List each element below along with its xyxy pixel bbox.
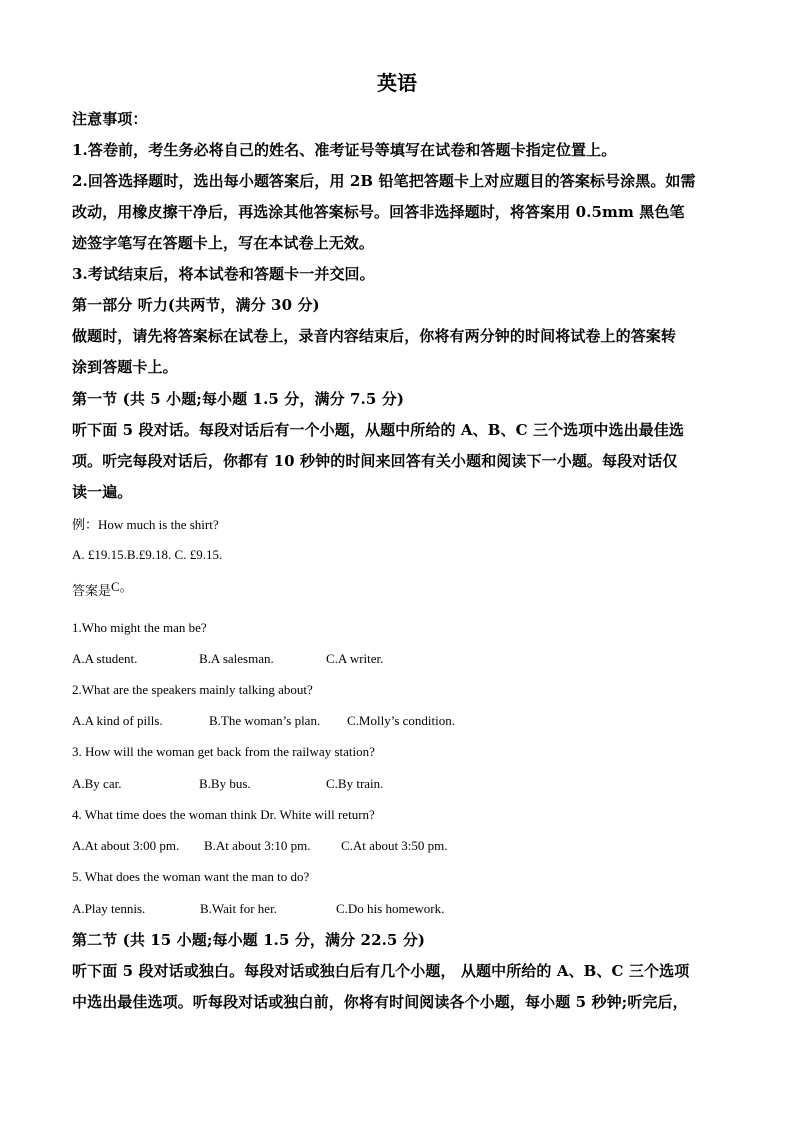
part1-heading: 第一部分 听力(共两节，满分 30 分) <box>72 296 320 314</box>
part1-intro-line-2: 涂到答题卡上。 <box>72 358 178 376</box>
page-title: 英语 <box>377 71 417 95</box>
example-options: A. £19.15.B.£9.18. C. £9.15. <box>72 547 223 562</box>
question-4: 4. What time does the woman think Dr. White will return? <box>72 807 375 822</box>
answer-value: C。 <box>111 579 133 594</box>
question-2-option-a: A.A kind of pills. <box>72 713 163 728</box>
section2-heading: 第二节 (共 15 小题;每小题 1.5 分，满分 22.5 分) <box>72 931 426 949</box>
section1-intro-line-2: 项。听完每段对话后，你都有 10 秒钟的时间来回答有关小题和阅读下一小题。每段对话仅 <box>72 452 678 470</box>
notice-item-3: 3.考试结束后，将本试卷和答题卡一并交回。 <box>72 265 375 283</box>
question-3-option-a: A.By car. <box>72 776 122 791</box>
question-1-option-c: C.A writer. <box>326 651 384 666</box>
notice-item-1: 1.答卷前，考生务必将自己的姓名、准考证号等填写在试卷和答题卡指定位置上。 <box>72 141 617 159</box>
notice-item-2-line-2: 改动，用橡皮擦干净后，再选涂其他答案标号。回答非选择题时，将答案用 0.5mm 黑色笔 <box>72 203 685 221</box>
notice-item-2-line-1: 2.回答选择题时，选出每小题答案后，用 2B 铅笔把答题卡上对应题目的答案标号涂黑。如需 <box>72 172 696 190</box>
section1-heading: 第一节 (共 5 小题;每小题 1.5 分，满分 7.5 分) <box>72 390 405 408</box>
part1-intro-line-1: 做题时，请先将答案标在试卷上，录音内容结束后，你将有两分钟的时间将试卷上的答案转 <box>72 327 677 345</box>
section1-intro-line-3: 读一遍。 <box>72 483 133 501</box>
question-1: 1.Who might the man be? <box>72 620 207 635</box>
question-5-option-b: B.Wait for her. <box>200 901 277 916</box>
question-5-option-c: C.Do his homework. <box>336 901 445 916</box>
example-question-text: How much is the shirt? <box>98 517 219 532</box>
section2-intro-line-2: 中选出最佳选项。听每段对话或独白前，你将有时间阅读各个小题，每小题 5 秒钟;听完后， <box>72 993 688 1011</box>
question-5: 5. What does the woman want the man to do? <box>72 869 310 884</box>
question-2-option-c: C.Molly’s condition. <box>347 713 455 728</box>
example-label: 例： <box>72 518 99 533</box>
question-2-option-b: B.The woman’s plan. <box>209 713 321 728</box>
question-4-option-c: C.At about 3:50 pm. <box>341 838 448 853</box>
question-1-option-b: B.A salesman. <box>199 651 274 666</box>
question-3: 3. How will the woman get back from the railway station? <box>72 744 375 759</box>
question-4-option-b: B.At about 3:10 pm. <box>204 838 311 853</box>
question-3-option-c: C.By train. <box>326 776 384 791</box>
example-answer <box>72 576 133 599</box>
example-question <box>72 516 219 534</box>
question-1-option-a: A.A student. <box>72 651 138 666</box>
section1-intro-line-1: 听下面 5 段对话。每段对话后有一个小题，从题中所给的 A、B、C 三个选项中选出最佳选 <box>72 421 684 439</box>
question-5-option-a: A.Play tennis. <box>72 901 146 916</box>
notice-item-2-line-3: 迹签字笔写在答题卡上，写在本试卷上无效。 <box>72 234 375 252</box>
answer-label: 答案是 <box>72 584 112 599</box>
question-3-option-b: B.By bus. <box>199 776 251 791</box>
section2-intro-line-1: 听下面 5 段对话或独白。每段对话或独白后有几个小题， 从题中所给的 A、B、C 三个选项 <box>72 962 690 980</box>
question-2: 2.What are the speakers mainly talking about? <box>72 682 313 697</box>
question-4-option-a: A.At about 3:00 pm. <box>72 838 180 853</box>
notice-heading: 注意事项： <box>72 110 148 128</box>
